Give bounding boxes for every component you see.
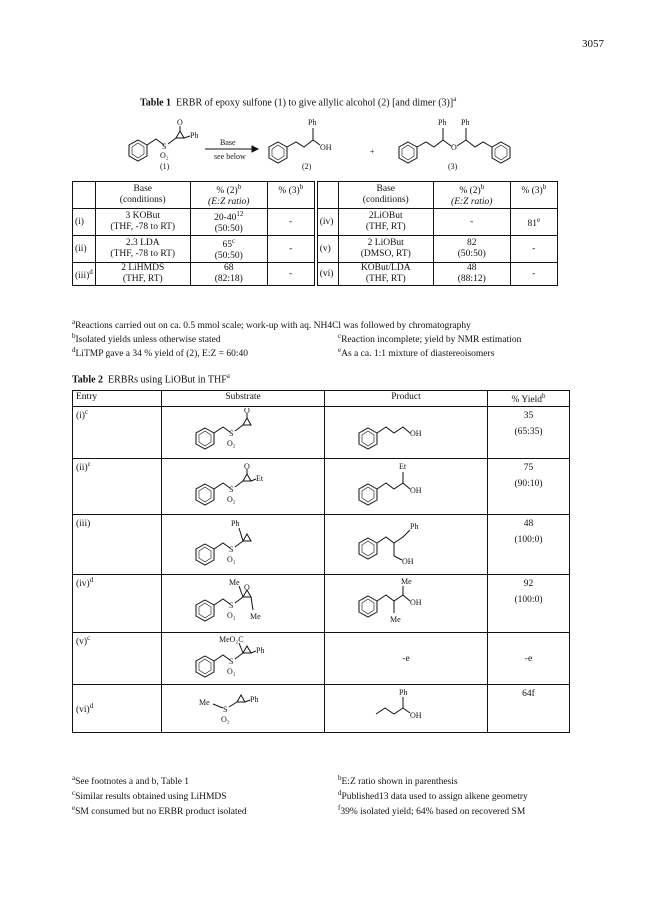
svg-text:O₂: O₂ <box>227 439 236 449</box>
table1-header-yield2-right: % $(2)^b$ (E:Z ratio) <box>433 182 510 209</box>
compound-1-structure <box>129 118 198 171</box>
scheme-ph-3b: Ph <box>461 118 470 127</box>
svg-text:S: S <box>229 485 234 495</box>
table2-product-vi <box>325 685 488 733</box>
table1-footnote-e: $^e$As a ca. 1:1 mixture of diastereoisomers <box>338 346 495 360</box>
svg-text:Ph: Ph <box>256 646 265 656</box>
table2-row <box>73 685 570 733</box>
scheme-s-1: S <box>162 142 167 151</box>
table2-footnote-f: $^f$39% isolated yield; 64% based on recovered SM <box>338 804 526 818</box>
scheme-ph-2: Ph <box>308 118 317 127</box>
table2 <box>72 390 570 733</box>
table1-yield-iii: 68 (82:18) <box>190 263 267 286</box>
svg-text:Me: Me <box>390 615 401 625</box>
compound-3-label: (3) <box>448 162 458 171</box>
table2-title <box>72 372 230 385</box>
table1-row-1 <box>73 209 558 236</box>
table2-row <box>73 459 570 515</box>
svg-text:Me: Me <box>199 698 210 708</box>
table2-yield-ii: 75 (90:10) <box>488 459 570 515</box>
scheme-o-3: O <box>451 143 457 152</box>
table2-header-product: Product <box>325 391 488 407</box>
table2-substrate-iii <box>162 515 325 575</box>
table1-header-idx-left <box>73 182 96 209</box>
table1-dimer-vi: - <box>510 263 557 286</box>
table1-row-3 <box>73 263 558 286</box>
compound-3-structure <box>399 118 510 171</box>
table2-footnote-c: $^c$Similar results obtained using LiHMDS <box>72 789 227 803</box>
table1-header-yield2-left: % $(2)^b$ (E:Z ratio) <box>190 182 267 209</box>
table2-entry-iv: (iv)$^d$ <box>73 575 162 633</box>
table1-base-vi: KOBut/LDA (THF, RT) <box>338 263 433 286</box>
svg-text:MeO₂C: MeO₂C <box>219 635 244 645</box>
table2-header-entry: Entry <box>73 391 162 407</box>
table2-substrate-v <box>162 633 325 685</box>
table2-yield-iv: 92 (100:0) <box>488 575 570 633</box>
table1-dimer-i: - <box>267 209 314 236</box>
svg-text:Ph: Ph <box>399 688 408 698</box>
table2-entry-iii: (iii) <box>73 515 162 575</box>
table1-caption-sup: a <box>453 95 457 103</box>
table1-idx-v: (v) <box>317 236 338 263</box>
svg-text:O₂: O₂ <box>227 611 236 621</box>
svg-text:OH: OH <box>410 598 422 608</box>
svg-text:OH: OH <box>410 711 422 721</box>
table1-yield-v: 82 (50:50) <box>433 236 510 263</box>
compound-2-label: (2) <box>302 162 312 171</box>
svg-text:Et: Et <box>399 462 407 472</box>
svg-text:O₂: O₂ <box>227 667 236 677</box>
table1-yield-ii: 65$^c$ (50:50) <box>190 236 267 263</box>
svg-text:S: S <box>229 657 234 667</box>
compound-2-structure <box>269 118 332 171</box>
table2-caption-sup: a <box>226 372 230 380</box>
scheme-ph-1: Ph <box>190 131 199 140</box>
table2-substrate-ii <box>162 459 325 515</box>
table2-yield-i: 35 (65:35) <box>488 407 570 459</box>
reagent-base: Base <box>220 138 236 147</box>
table1-idx-iv: (iv) <box>317 209 338 236</box>
svg-text:S: S <box>229 601 234 611</box>
table1-idx-ii: (ii) <box>73 236 96 263</box>
page-number: 3057 <box>582 38 604 50</box>
svg-text:Ph: Ph <box>250 695 259 705</box>
table1-dimer-iv: 81e <box>510 209 557 236</box>
scheme-oh-2: OH <box>320 143 332 152</box>
table1 <box>72 181 558 286</box>
svg-text:S: S <box>229 545 234 555</box>
table2-substrate-iv <box>162 575 325 633</box>
table1-dimer-iii: - <box>267 263 314 286</box>
table2-caption: ERBRs using LiOBut in THF <box>108 374 227 386</box>
table2-row <box>73 575 570 633</box>
table2-header-row <box>73 391 570 407</box>
table2-entry-i: $(i)^c$ <box>73 407 162 459</box>
table2-row <box>73 407 570 459</box>
svg-text:OH: OH <box>410 486 422 496</box>
table1-title <box>140 95 456 108</box>
svg-text:O: O <box>244 583 250 593</box>
svg-text:S: S <box>229 429 234 439</box>
table1-row-2 <box>73 236 558 263</box>
table1-footnote-b: $^b$Isolated yields unless otherwise stated <box>72 332 221 346</box>
svg-text:Me: Me <box>229 578 240 588</box>
svg-text:S: S <box>223 705 228 715</box>
table2-product-ii <box>325 459 488 515</box>
reaction-arrow <box>205 138 258 161</box>
table1-base-ii: 2.3 LDA (THF, -78 to RT) <box>95 236 190 263</box>
table2-row <box>73 633 570 685</box>
svg-text:Ph: Ph <box>410 522 419 532</box>
table2-substrate-vi <box>162 685 325 733</box>
table1-yield-i: $20-40^{12}$ (50:50) <box>190 209 267 236</box>
svg-text:O₂: O₂ <box>227 495 236 505</box>
scheme-ph-3a: Ph <box>438 118 447 127</box>
table2-yield-v: -e <box>488 633 570 685</box>
table2-footnote-d: $^d$Published13 data used to assign alkene geometry <box>338 789 528 803</box>
table2-footnote-e: $^e$SM consumed but no ERBR product isolated <box>72 804 247 818</box>
table2-header-yield: % Yield$^b$ <box>488 391 570 407</box>
table2-entry-v: $(v)^c$ <box>73 633 162 685</box>
table1-idx-iii: (iii)$^d$ <box>73 263 96 286</box>
table1-dimer-v: - <box>510 236 557 263</box>
table2-entry-vi: (vi)$^d$ <box>73 685 162 733</box>
svg-text:Me: Me <box>401 577 412 587</box>
table1-base-v: 2 LiOBut (DMSO, RT) <box>338 236 433 263</box>
svg-text:Ph: Ph <box>231 519 240 529</box>
svg-text:Me: Me <box>250 612 261 622</box>
svg-text:Et: Et <box>256 474 264 484</box>
table2-footnote-a: $^a$See footnotes a and b, Table 1 <box>72 774 190 788</box>
table1-yield-iv: - <box>433 209 510 236</box>
table1-base-i: 3 KOBut (THF, -78 to RT) <box>95 209 190 236</box>
table2-product-v: -e <box>325 633 488 685</box>
table1-base-iii: 2 LiHMDS (THF, RT) <box>95 263 190 286</box>
table2-header-substrate: Substrate <box>162 391 325 407</box>
svg-text:OH: OH <box>402 557 414 567</box>
svg-text:O: O <box>244 408 250 416</box>
table2-footnote-b: $^b$E:Z ratio shown in parenthesis <box>338 774 458 788</box>
scheme-o2-1: O₂ <box>160 151 169 160</box>
table1-caption: ERBR of epoxy sulfone (1) to give allylic alcohol (2) [and dimer (3)] <box>176 97 454 109</box>
scheme-o-1: O <box>177 118 183 127</box>
table1-header-yield3-right: % $(3)^b$ <box>510 182 557 209</box>
table1-header-row <box>73 182 558 209</box>
table2-product-iv <box>325 575 488 633</box>
table2-product-iii <box>325 515 488 575</box>
table1-yield-vi: 48 (88:12) <box>433 263 510 286</box>
table1-footnote-a: $^a$Reactions carried out on ca. 0.5 mmol scale; work-up with aq. NH4Cl was followed by chromatography <box>72 318 471 332</box>
table2-yield-iii: 48 (100:0) <box>488 515 570 575</box>
svg-text:OH: OH <box>410 429 422 439</box>
table1-header-base-left: Base (conditions) <box>95 182 190 209</box>
table1-header-yield3-left: % $(3)^b$ <box>267 182 314 209</box>
table2-substrate-i <box>162 407 325 459</box>
table1-header-idx-right <box>317 182 338 209</box>
table1-header-base-right: Base (conditions) <box>338 182 433 209</box>
table2-label: Table 2 <box>72 374 104 386</box>
table1-base-iv: 2LiOBut (THF, RT) <box>338 209 433 236</box>
svg-text:O: O <box>244 462 250 472</box>
table1-label: Table 1 <box>140 97 172 109</box>
reagent-conditions: see below <box>214 152 246 161</box>
table2-product-i <box>325 407 488 459</box>
table2-entry-ii: (ii)$^c$ <box>73 459 162 515</box>
svg-text:O₂: O₂ <box>227 555 236 565</box>
table1-dimer-ii: - <box>267 236 314 263</box>
table1-footnote-c: $^c$Reaction incomplete; yield by NMR estimation <box>338 332 522 346</box>
table1-footnote-d: $^d$LiTMP gave a 34 % yield of (2), E:Z = 60:40 <box>72 346 249 360</box>
svg-text:O₂: O₂ <box>221 715 230 725</box>
reaction-scheme <box>110 112 580 174</box>
table1-idx-i: (i) <box>73 209 96 236</box>
table2-row <box>73 515 570 575</box>
table1-idx-vi: (vi) <box>317 263 338 286</box>
scheme-plus: + <box>370 147 375 156</box>
compound-1-label: (1) <box>160 162 170 171</box>
table2-yield-vi: 64f <box>488 685 570 733</box>
